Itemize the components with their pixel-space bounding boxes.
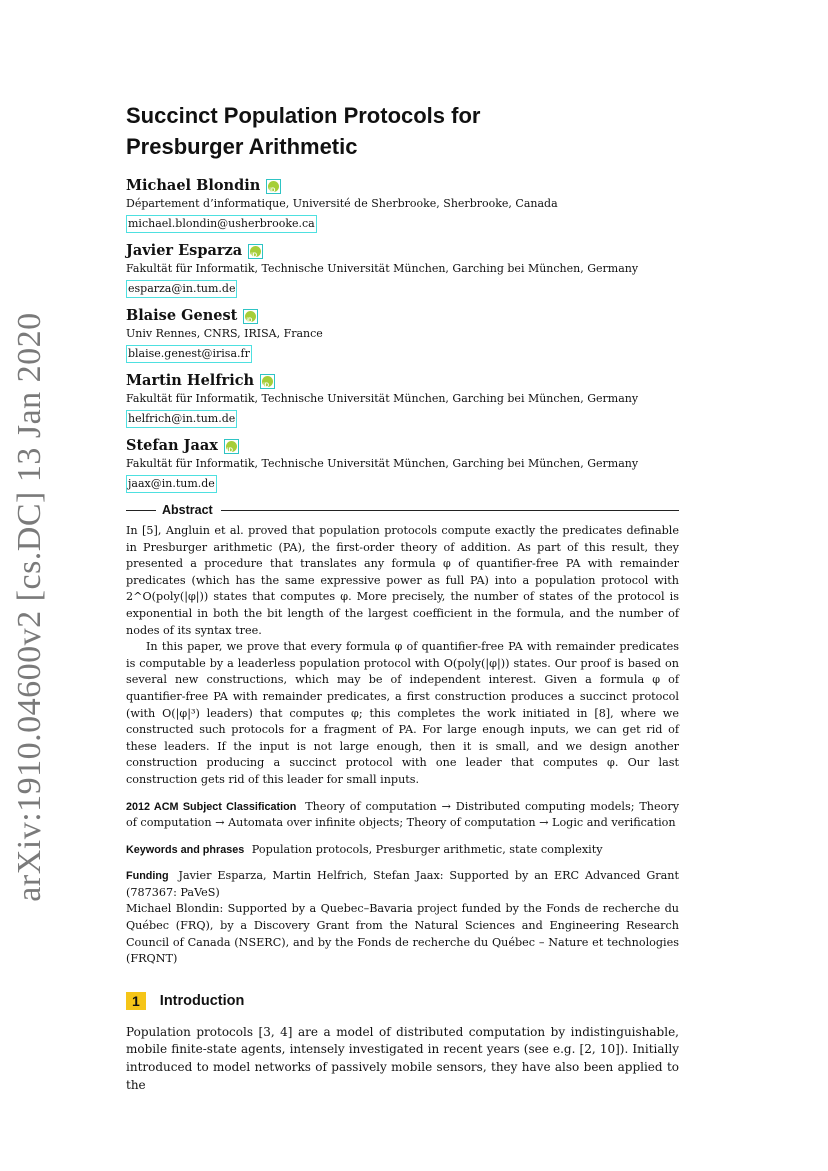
paper-page: [126, 100, 679, 1094]
section-title: Introduction: [159, 992, 245, 1009]
orcid-icon[interactable]: [260, 374, 275, 389]
orcid-icon[interactable]: [266, 179, 281, 194]
funding-label: Funding: [126, 870, 169, 883]
section-heading: [126, 992, 679, 1010]
abstract-paragraph-1: In [5], Angluin et al. proved that population protocols compute exactly the predicates definable in Presburger arithmetic (PA), the first-order theory of addition. As part of this result, they presented a procedure that translates any formula φ of quantifier-free PA with remainder predicates (which has the same expressive power as full PA) into a population protocol with 2^O(poly(|φ|)) states that computes φ. More precisely, the number of states of the protocol is exponential in both the bit length of the largest coefficient in the formula, and the number of nodes of its syntax tree.: [126, 524, 679, 637]
author-block-1: [126, 176, 679, 233]
paper-title-line-1: Succinct Population Protocols for: [126, 103, 481, 128]
arxiv-identifier: arXiv:1910.04600v2 [cs.DC] 13 Jan 2020: [11, 312, 48, 902]
funding-line-1: Javier Esparza, Martin Helfrich, Stefan Jaax: Supported by an ERC Advanced Grant (787367: PaVeS): [126, 869, 679, 899]
arxiv-sidebar-stamp: [8, 312, 52, 902]
author-email-link[interactable]: jaax@in.tum.de: [126, 475, 217, 493]
orcid-icon[interactable]: [243, 309, 258, 324]
author-email-link[interactable]: helfrich@in.tum.de: [126, 410, 237, 428]
intro-paragraph: Population protocols [3, 4] are a model of distributed computation by indistinguishable, mobile finite-state agents, intensely investigated in recent years (see e.g. [2, 10]). Initially introduced to model networks of passively mobile sensors, they have also been applied to the: [126, 1024, 679, 1092]
abstract-paragraph-2: In this paper, we prove that every formula φ of quantifier-free PA with remainder predicates is computable by a leaderless population protocol with O(poly(|φ|)) states. Our proof is based on several new constructions, which may be of independent interest. Given a formula φ of quantifier-free PA with remainder predicates, a first construction produces a succinct protocol (with O(|φ|³) leaders) that computes φ; this completes the work initiated in [8], where we constructed such protocols for a fragment of PA. For large enough inputs, we can get rid of these leaders. If the input is not large enough, then it is small, and we design another construction producing a succinct protocol with one leader that computes φ. Our last construction gets rid of this leader for small inputs.: [126, 640, 679, 786]
acm-label: 2012 ACM Subject Classification: [126, 800, 297, 813]
funding-line-2: Michael Blondin: Supported by a Quebec–Bavaria project funded by the Fonds de recherche du Québec (FRQ), by a Discovery Grant from the Natural Sciences and Engineering Research Council of Canada (NSERC), and by the Fonds de recherche du Québec – Nature et technologies (FRQNT): [126, 902, 679, 966]
funding: [126, 868, 679, 968]
author-block-4: [126, 371, 679, 428]
paper-title: [126, 100, 679, 162]
orcid-icon[interactable]: [224, 439, 239, 454]
author-affiliation: Département d’informatique, Université de Sherbrooke, Sherbrooke, Canada: [126, 197, 558, 210]
author-name: Martin Helfrich: [126, 372, 255, 389]
author-block-2: [126, 241, 679, 298]
author-name: Blaise Genest: [126, 307, 238, 324]
section-number-badge: 1: [126, 992, 146, 1010]
author-email-link[interactable]: esparza@in.tum.de: [126, 280, 237, 298]
author-affiliation: Fakultät für Informatik, Technische Universität München, Garching bei München, Germany: [126, 457, 639, 470]
author-block-5: [126, 436, 679, 493]
author-name: Javier Esparza: [126, 242, 243, 259]
author-affiliation: Fakultät für Informatik, Technische Universität München, Garching bei München, Germany: [126, 262, 639, 275]
author-block-3: [126, 306, 679, 363]
keywords: [126, 842, 679, 859]
abstract: [126, 523, 679, 789]
author-affiliation: Fakultät für Informatik, Technische Universität München, Garching bei München, Germany: [126, 392, 639, 405]
orcid-icon[interactable]: [248, 244, 263, 259]
paper-title-line-2: Presburger Arithmetic: [126, 134, 358, 159]
author-email-link[interactable]: michael.blondin@usherbrooke.ca: [126, 215, 317, 233]
author-name: Michael Blondin: [126, 177, 261, 194]
acm-classification: [126, 799, 679, 832]
abstract-heading: Abstract: [162, 503, 213, 517]
keywords-text: Population protocols, Presburger arithmetic, state complexity: [251, 842, 603, 856]
section-body: [126, 1024, 679, 1094]
abstract-heading-rule: [126, 503, 679, 517]
author-affiliation: Univ Rennes, CNRS, IRISA, France: [126, 327, 323, 340]
keywords-label: Keywords and phrases: [126, 843, 245, 856]
acm-text: Theory of computation → Distributed computing models; Theory of computation → Automata over infinite objects; Theory of computation → Logic and verification: [126, 799, 680, 830]
author-name: Stefan Jaax: [126, 437, 218, 454]
author-email-link[interactable]: blaise.genest@irisa.fr: [126, 345, 252, 363]
